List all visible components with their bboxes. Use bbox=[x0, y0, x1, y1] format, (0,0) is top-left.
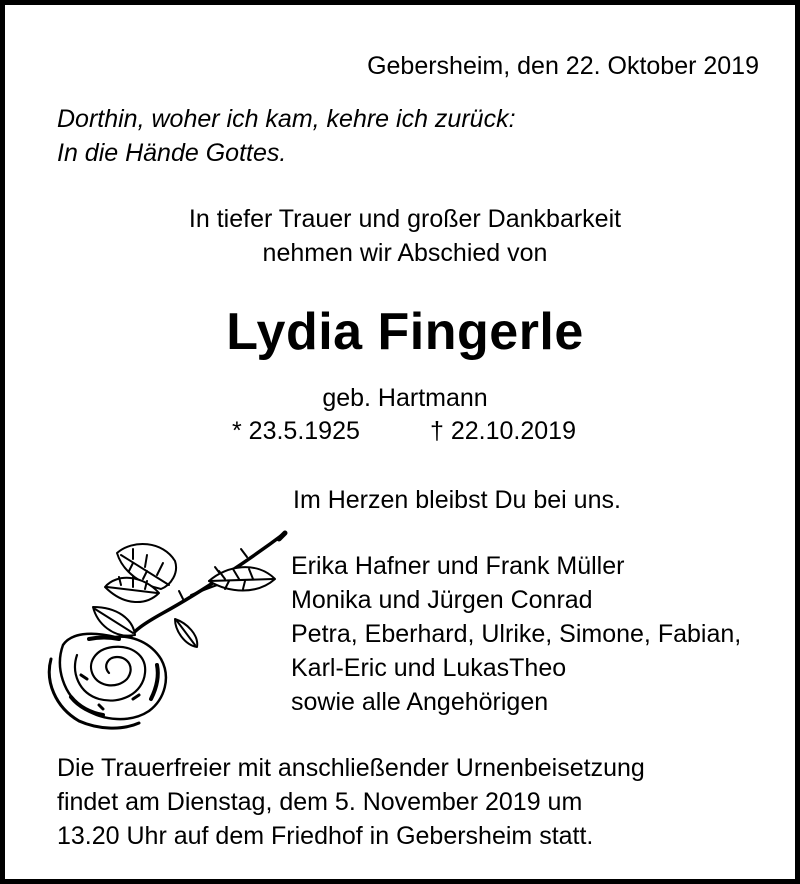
rose-icon bbox=[33, 527, 293, 733]
ceremony-line-3: 13.20 Uhr auf dem Friedhof in Gebersheim statt. bbox=[57, 822, 594, 850]
ceremony-line-2: findet am Dienstag, dem 5. November 2019 um bbox=[57, 788, 583, 816]
mourner-line-2: Monika und Jürgen Conrad bbox=[291, 586, 593, 614]
mourner-line-5: sowie alle Angehörigen bbox=[291, 688, 549, 716]
birth-date: * 23.5.1925 bbox=[232, 417, 360, 445]
ceremony-line-1: Die Trauerfreier mit anschließender Urnenbeisetzung bbox=[57, 754, 645, 782]
verse-line-2: In die Hände Gottes. bbox=[57, 139, 287, 167]
farewell-line: Im Herzen bleibst Du bei uns. bbox=[293, 486, 621, 514]
mourner-line-4: Karl-Eric und LukasTheo bbox=[291, 654, 567, 682]
death-date: † 22.10.2019 bbox=[430, 417, 576, 445]
verse-line-1: Dorthin, woher ich kam, kehre ich zurück: bbox=[57, 105, 516, 133]
intro-line-1: In tiefer Trauer und großer Dankbarkeit bbox=[188, 205, 622, 233]
place-date: Gebersheim, den 22. Oktober 2019 bbox=[367, 52, 759, 80]
deceased-name: Lydia Fingerle bbox=[226, 303, 584, 361]
mourner-line-1: Erika Hafner und Frank Müller bbox=[291, 552, 625, 580]
intro-line-2: nehmen wir Abschied von bbox=[262, 239, 548, 267]
mourner-line-3: Petra, Eberhard, Ulrike, Simone, Fabian, bbox=[291, 620, 742, 648]
maiden-name: geb. Hartmann bbox=[322, 384, 488, 412]
